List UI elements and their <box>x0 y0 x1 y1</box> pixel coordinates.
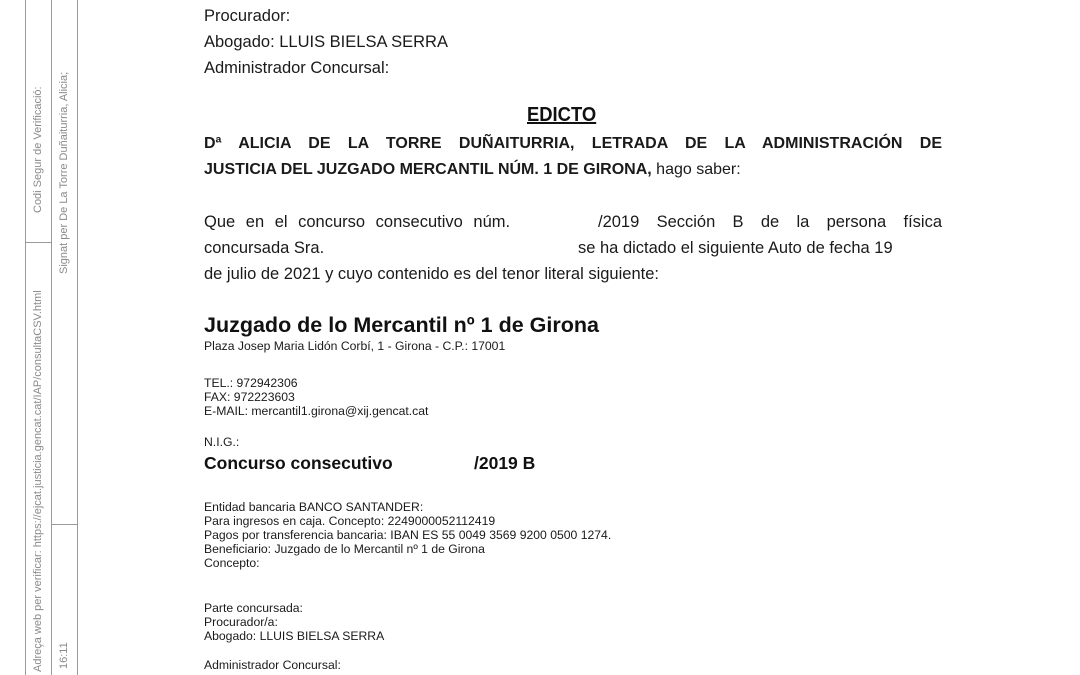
header-abogado: Abogado: LLUIS BIELSA SERRA <box>204 33 448 51</box>
edicto-title: EDICTO <box>527 104 597 126</box>
header-procurador: Procurador: <box>204 7 291 25</box>
edicto-para-line1-b: /2019 Sección B de la persona física <box>598 213 942 231</box>
signature-time: 16:11 <box>58 642 70 669</box>
margin-border-right <box>77 0 78 675</box>
verification-url-text: Adreça web per verificar: https://ejcat.justicia.gencat.cat/IAP/consultaCSV.html <box>32 290 44 672</box>
court-name: Juzgado de lo Mercantil nº 1 de Girona <box>204 313 599 337</box>
case-nig: N.I.G.: <box>204 435 240 449</box>
edicto-intro-line2 <box>204 157 741 183</box>
court-fax: FAX: 972223603 <box>204 390 295 404</box>
court-address: Plaza Josep Maria Lidón Corbí, 1 - Girona - C.P.: 17001 <box>204 339 506 353</box>
case-title-b: /2019 B <box>474 453 536 473</box>
court-email: E-MAIL: mercantil1.girona@xij.gencat.cat <box>204 404 429 418</box>
parties-abogado: Abogado: LLUIS BIELSA SERRA <box>204 629 385 643</box>
case-title-a: Concurso consecutivo <box>204 453 393 473</box>
edicto-intro-line2-rest: hago saber: <box>651 161 741 178</box>
margin-divider-col1 <box>25 242 51 243</box>
bank-concept: Concepto: <box>204 556 260 570</box>
edicto-para-line1-a: Que en el concurso consecutivo núm. <box>204 213 511 231</box>
edicto-para-line2-b: se ha dictado el siguiente Auto de fecha 19 <box>578 239 893 257</box>
header-administrador: Administrador Concursal: <box>204 59 390 77</box>
edicto-para-line2-a: concursada Sra. <box>204 239 325 257</box>
parties-procurador: Procurador/a: <box>204 615 278 629</box>
edicto-intro-line1: Dª ALICIA DE LA TORRE DUÑAITURRIA, LETRADA DE LA ADMINISTRACIÓN DE <box>204 135 942 152</box>
bank-beneficiary: Beneficiario: Juzgado de lo Mercantil nº 1 de Girona <box>204 542 485 556</box>
parties-administrador: Administrador Concursal: <box>204 658 341 672</box>
margin-border-middle <box>51 0 52 675</box>
margin-border-left <box>25 0 26 675</box>
bank-cash: Para ingresos en caja. Concepto: 2249000052112419 <box>204 514 496 528</box>
bank-transfer: Pagos por transferencia bancaria: IBAN ES 55 0049 3569 9200 0500 1274. <box>204 528 612 542</box>
margin-divider-col2 <box>51 524 77 525</box>
parties-parte: Parte concursada: <box>204 601 303 615</box>
court-tel: TEL.: 972942306 <box>204 376 298 390</box>
signature-signer: Signat per De La Torre Duñaiturria, Alicia; <box>58 71 70 274</box>
bank-entity: Entidad bancaria BANCO SANTANDER: <box>204 500 424 514</box>
verification-code-label: Codi Segur de Verificació: <box>32 86 44 213</box>
edicto-intro-line2-bold: JUSTICIA DEL JUZGADO MERCANTIL NÚM. 1 DE GIRONA, <box>204 161 652 178</box>
edicto-para-line3: de julio de 2021 y cuyo contenido es del tenor literal siguiente: <box>204 265 659 283</box>
